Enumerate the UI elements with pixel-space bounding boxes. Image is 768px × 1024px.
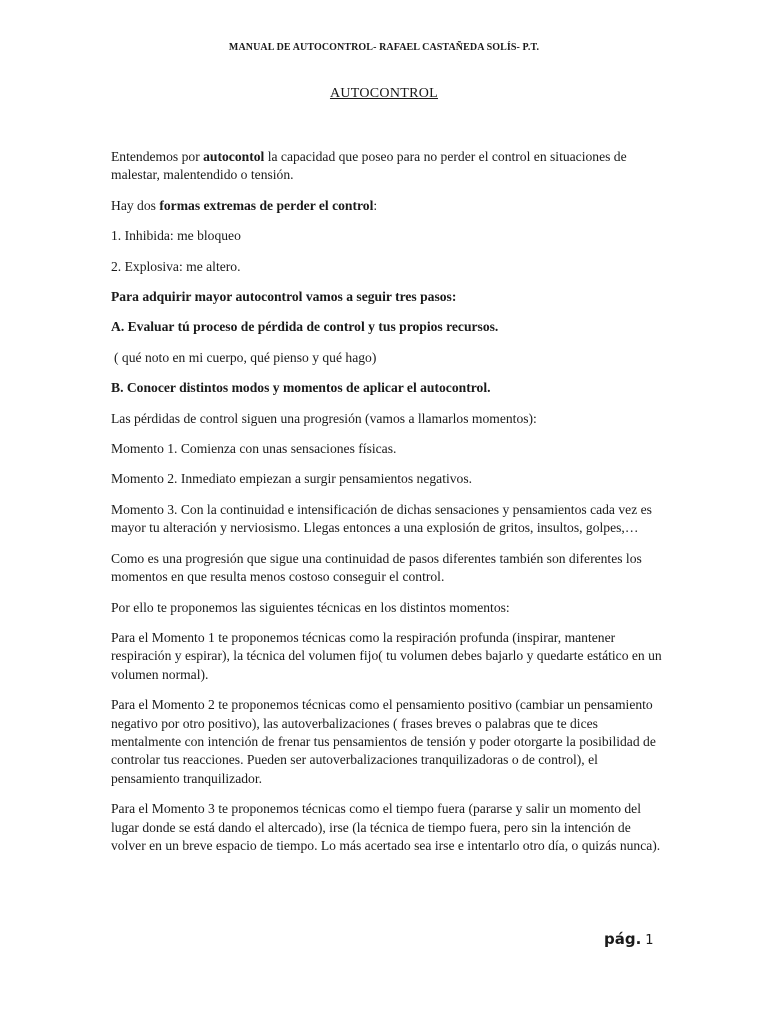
- paragraph-techniques-m1: Para el Momento 1 te proponemos técnicas como la respiración profunda (inspirar, mantener respiración y espirar), la técnica del volumen fijo( tu volumen debes bajarlo y quedarte estático en un volumen normal).: [111, 629, 662, 682]
- page-number-footer: [604, 930, 654, 948]
- bold-heading: B. Conocer distintos modos y momentos de aplicar el autocontrol.: [111, 380, 491, 396]
- paragraph-momento-1: Momento 1. Comienza con unas sensaciones físicas.: [111, 441, 397, 457]
- page-title: AUTOCONTROL: [329, 86, 439, 101]
- text-span: :: [373, 197, 378, 213]
- text-span: la capacidad que poseo para no perder el control en situaciones de malestar, malentendido o tensión.: [111, 149, 627, 183]
- paragraph-momento-2: Momento 2. Inmediato empiezan a surgir pensamientos negativos.: [111, 471, 473, 487]
- step-heading-b: [111, 379, 663, 397]
- paragraph-techniques-m3: Para el Momento 3 te proponemos técnicas como el tiempo fuera (pararse y salir un momento del lugar donde se está dando el altercado), irse (la técnica de tiempo fuera, pero sin la intención de volver en un breve espacio de tiempo. Lo más acertado sea irse e intentarlo otro día, o quizás nunca).: [111, 801, 661, 853]
- page-label: pág.: [604, 930, 642, 948]
- paragraph-momento-3: Momento 3. Con la continuidad e intensificación de dichas sensaciones y pensamientos cada vez es mayor tu alteración y nerviosismo. Llegas entonces a una explosión de gritos, insultos, golpes,…: [111, 501, 652, 536]
- paragraph-step-a-note: ( qué noto en mi cuerpo, qué pienso y qué hago): [114, 349, 377, 365]
- paragraph-techniques-m2: Para el Momento 2 te proponemos técnicas como el pensamiento positivo (cambiar un pensamiento negativo por otro positivo), las autoverbalizaciones ( frases breves o palabras que te dices mentalmente con intención de frenar tus pensamientos de tensión y poder otorgarte la posibilidad de controlar tus reacciones. Pueden ser autoverbalizaciones tranquilizadoras o de control), el pensamiento tranquilizador.: [111, 697, 656, 786]
- document-body: [111, 148, 663, 867]
- paragraph-forms: [111, 197, 663, 215]
- step-heading-a: [111, 318, 663, 336]
- text-span: Hay dos: [111, 197, 160, 213]
- list-item-inhibida: 1. Inhibida: me bloqueo: [111, 228, 241, 244]
- text-span: Entendemos por: [111, 149, 204, 164]
- bold-heading: A. Evaluar tú proceso de pérdida de control y tus propios recursos.: [111, 319, 499, 335]
- section-heading-steps: [111, 288, 663, 306]
- paragraph-techniques-intro: Por ello te proponemos las siguientes técnicas en los distintos momentos:: [111, 599, 510, 615]
- running-header: MANUAL DE AUTOCONTROL- RAFAEL CASTAÑEDA SOLÍS- P.T.: [228, 42, 540, 53]
- bold-heading: Para adquirir mayor autocontrol vamos a seguir tres pasos:: [111, 289, 457, 305]
- paragraph-continuity: Como es una progresión que sigue una continuidad de pasos diferentes también son diferentes los momentos en que resulta menos costoso conseguir el control.: [111, 550, 642, 585]
- bold-term: formas extremas de perder el control: [159, 197, 374, 213]
- page-number: 1: [645, 933, 654, 948]
- paragraph-progression: Las pérdidas de control siguen una progresión (vamos a llamarlos momentos):: [111, 410, 537, 426]
- paragraph-definition: [111, 148, 663, 185]
- bold-term: autocontol: [203, 149, 265, 164]
- list-item-explosiva: 2. Explosiva: me altero.: [111, 258, 241, 274]
